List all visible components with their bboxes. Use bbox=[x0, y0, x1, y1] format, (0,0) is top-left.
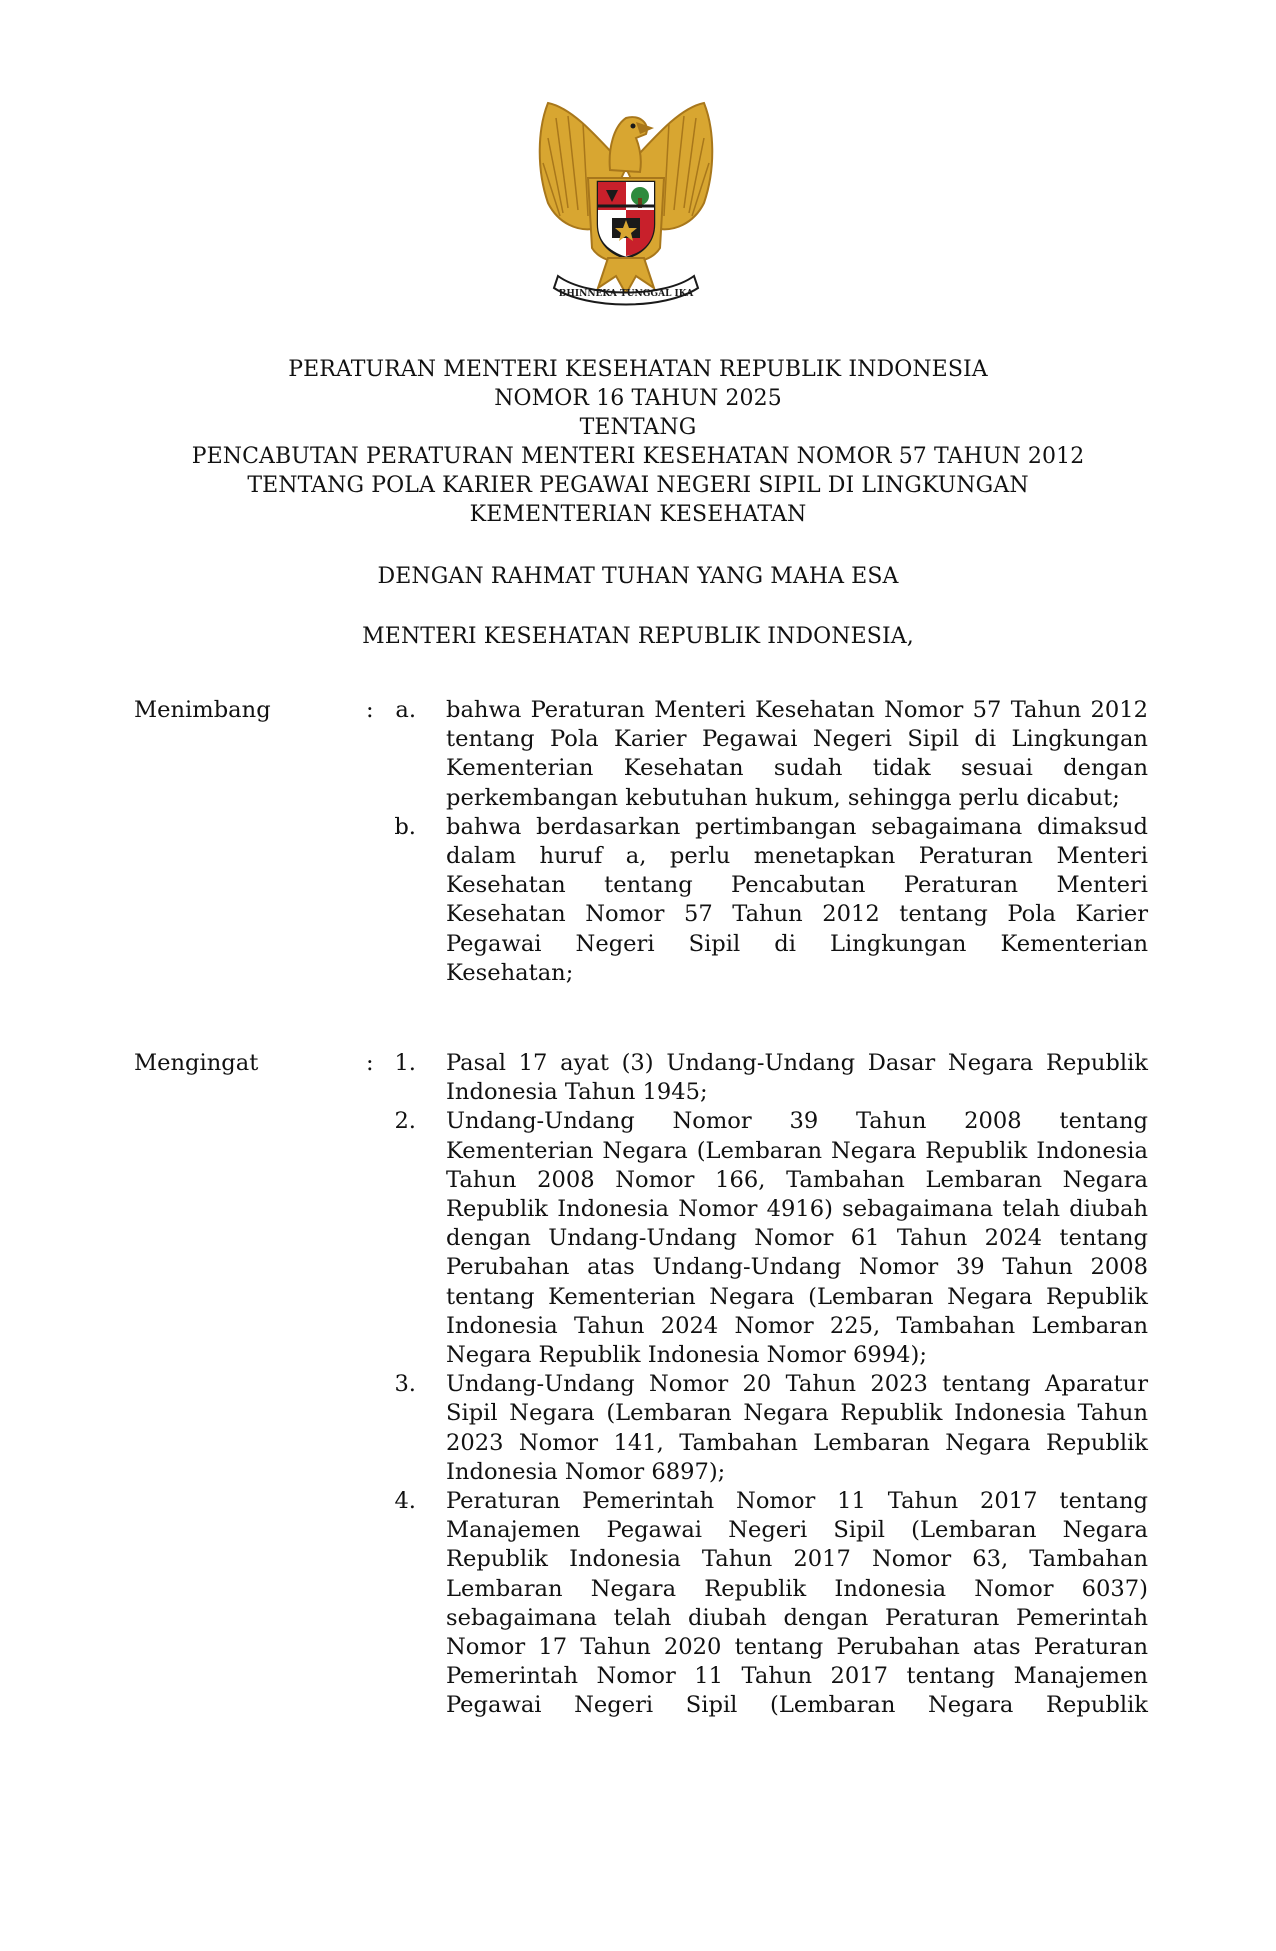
legal-basis-item: Undang-Undang Nomor 39 Tahun 2008 tentang Kementerian Negara (Lembaran Negara Republik Indonesia Tahun 2008 Nomor 166, Tambahan Lembaran Negara Republik Indonesia Nomor 4916) sebagaimana telah diubah dengan Undang-Undang Nomor 61 Tahun 2024 tentang Perubahan atas Undang-Undang Nomor 39 Tahun 2008 tentang Kementerian Negara (Lembaran Negara Republik Indonesia Tahun 2024 Nomor 225, Tambahan Lembaran Negara Republik Indonesia Nomor 6994); bbox=[446, 1108, 1148, 1369]
item-mark: a. bbox=[395, 697, 416, 723]
legal-basis-item: Peraturan Pemerintah Nomor 11 Tahun 2017 tentang Manajemen Pegawai Negeri Sipil (Lembaran Negara Republik Indonesia Tahun 2017 Nomor 63, Tambahan Lembaran Negara Republik Indonesia Nomor 6037) sebagaimana telah diubah dengan Peraturan Pemerintah Nomor 17 Tahun 2020 tentang Perubahan atas Peraturan Pemerintah Nomor 11 Tahun 2017 tentang Manajemen Pegawai Negeri Sipil (Lembaran Negara Republik bbox=[446, 1488, 1148, 1719]
colon: : bbox=[366, 697, 374, 723]
invocation: DENGAN RAHMAT TUHAN YANG MAHA ESA bbox=[377, 564, 899, 589]
consideration-item: bahwa berdasarkan pertimbangan sebagaimana dimaksud dalam huruf a, perlu menetapkan Peraturan Menteri Kesehatan tentang Pencabutan Peraturan Menteri Kesehatan Nomor 57 Tahun 2012 tentang Pola Karier Pegawai Negeri Sipil di Lingkungan Kementerian Kesehatan; bbox=[446, 813, 1148, 986]
item-mark: 2. bbox=[394, 1108, 416, 1135]
consideration-item: bahwa Peraturan Menteri Kesehatan Nomor 57 Tahun 2012 tentang Pola Karier Pegawai Negeri Sipil di Lingkungan Kementerian Kesehatan sudah tidak sesuai dengan perkembangan kebutuhan hukum, sehingga perlu dicabut; bbox=[446, 697, 1148, 811]
garuda-pancasila-emblem-icon bbox=[528, 98, 724, 310]
item-mark: b. bbox=[394, 813, 416, 840]
legal-basis-item: Pasal 17 ayat (3) Undang-Undang Dasar Negara Republik Indonesia Tahun 1945; bbox=[446, 1050, 1148, 1106]
title-line: TENTANG bbox=[579, 415, 697, 440]
menimbang-label: Menimbang bbox=[134, 697, 271, 723]
item-mark: 3. bbox=[394, 1371, 416, 1398]
legal-basis-item: Undang-Undang Nomor 20 Tahun 2023 tentang Aparatur Sipil Negara (Lembaran Negara Republik Indonesia Tahun 2023 Nomor 141, Tambahan Lembaran Negara Republik Indonesia Nomor 6897); bbox=[446, 1371, 1148, 1485]
title-line: KEMENTERIAN KESEHATAN bbox=[469, 502, 807, 527]
regulation-title bbox=[100, 355, 1176, 529]
mengingat-label: Mengingat bbox=[134, 1050, 259, 1076]
title-line: NOMOR 16 TAHUN 2025 bbox=[494, 386, 782, 411]
svg-text:BHINNEKA TUNGGAL IKA: BHINNEKA TUNGGAL IKA bbox=[558, 289, 694, 299]
colon: : bbox=[366, 1050, 374, 1076]
title-line: TENTANG POLA KARIER PEGAWAI NEGERI SIPIL DI LINGKUNGAN bbox=[247, 473, 1029, 498]
item-mark: 1. bbox=[394, 1050, 416, 1076]
item-mark: 4. bbox=[394, 1488, 416, 1515]
mengingat-section bbox=[134, 1049, 1148, 1721]
title-line: PERATURAN MENTERI KESEHATAN REPUBLIK INDONESIA bbox=[288, 357, 988, 382]
issuer: MENTERI KESEHATAN REPUBLIK INDONESIA, bbox=[362, 624, 914, 649]
menimbang-section bbox=[134, 696, 1148, 988]
title-line: PENCABUTAN PERATURAN MENTERI KESEHATAN NOMOR 57 TAHUN 2012 bbox=[191, 444, 1085, 469]
